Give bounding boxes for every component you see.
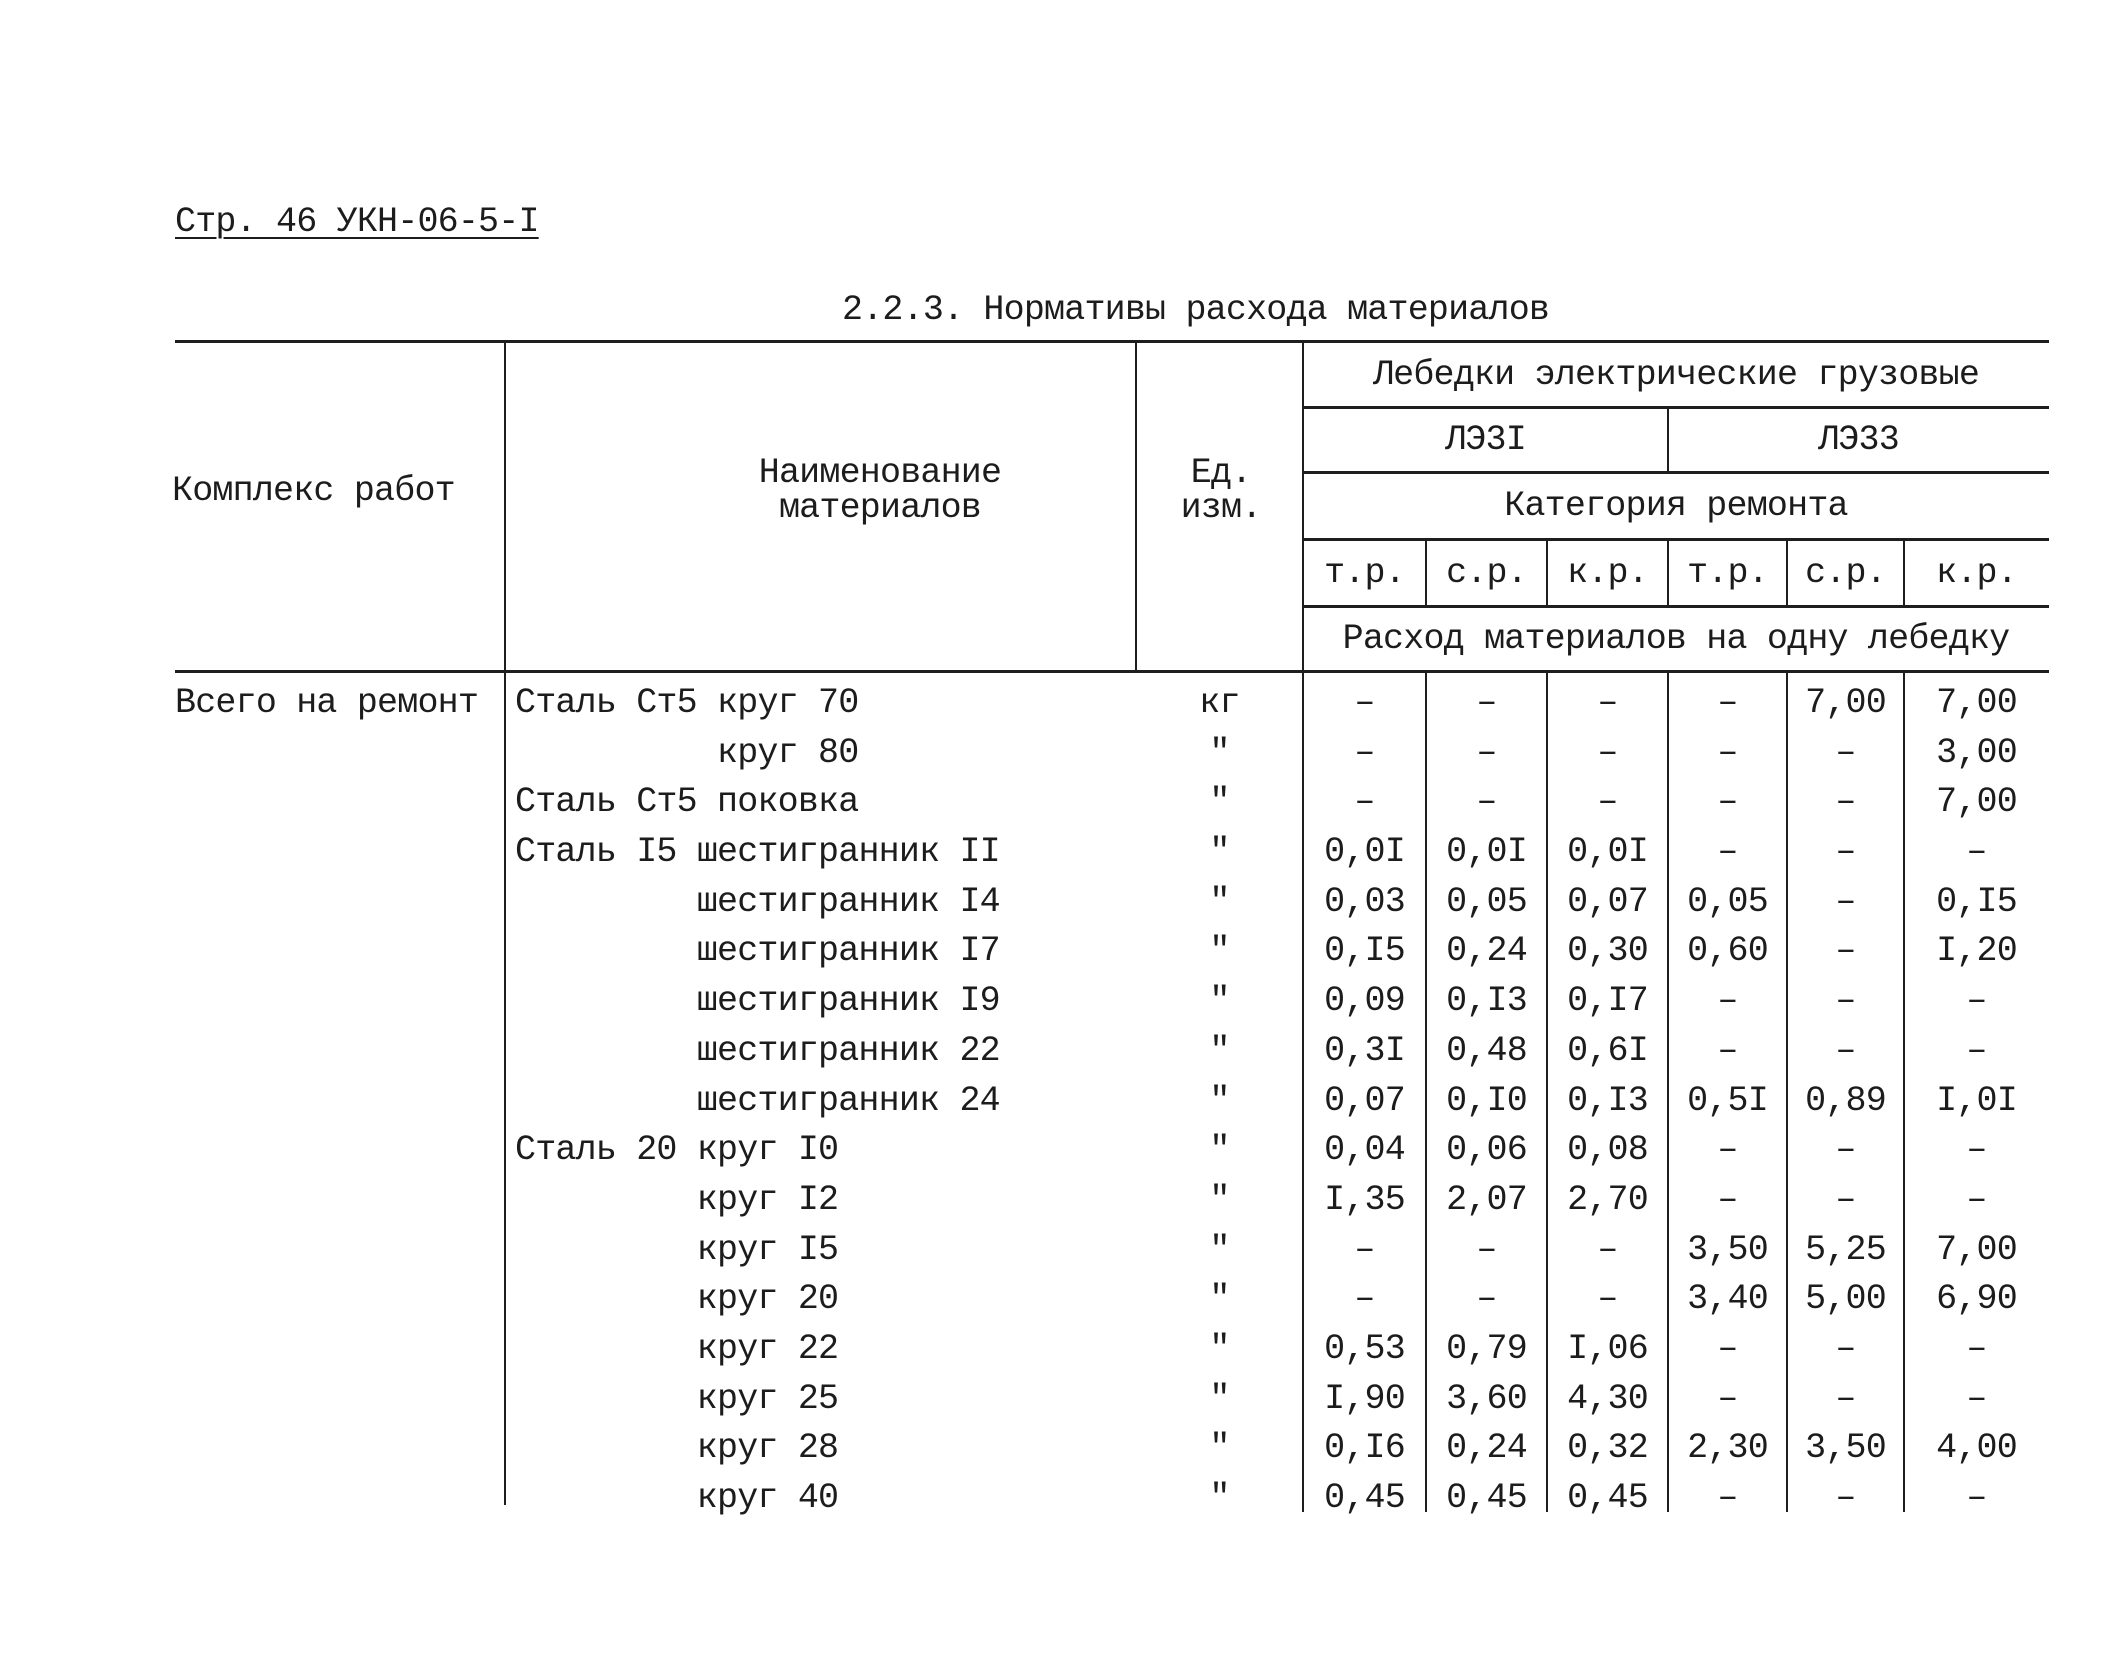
value-le31-kr-cell: 0,07: [1567, 881, 1648, 922]
work-complex-cell: Всего на ремонт: [175, 683, 479, 723]
value-le33-kr-cell: –: [1966, 1030, 1987, 1071]
value-le31-kr-cell: 0,6I: [1567, 1030, 1648, 1071]
value-le31-sr-cell: 0,24: [1446, 1428, 1527, 1469]
unit-cell: ": [1209, 782, 1230, 823]
work-complex-cell: [175, 1375, 505, 1425]
unit-cell: ": [1209, 832, 1230, 873]
value-le31-sr-cell: 0,06: [1446, 1130, 1527, 1171]
table-row: [175, 1027, 2049, 1077]
value-le33-tr-cell: 0,5I: [1687, 1080, 1768, 1121]
value-le33-kr-cell: 6,90: [1936, 1279, 2017, 1320]
value-le33-tr-cell: –: [1717, 1030, 1738, 1071]
value-le33-tr-cell: –: [1717, 981, 1738, 1022]
value-le33-sr-cell: 5,25: [1805, 1229, 1886, 1270]
work-complex-cell: [175, 878, 505, 928]
value-le33-kr-cell: 7,00: [1936, 683, 2017, 723]
unit-cell: ": [1209, 1378, 1230, 1419]
work-complex-cell: [175, 1027, 505, 1077]
value-le31-tr-cell: I,90: [1324, 1378, 1405, 1419]
work-complex-cell: [175, 927, 505, 977]
section-title: 2.2.3. Нормативы расхода материалов: [842, 290, 1550, 330]
value-le31-tr-cell: –: [1354, 683, 1375, 723]
table-row: [175, 1375, 2049, 1425]
work-complex-cell: [175, 778, 505, 828]
value-le31-tr-cell: 0,45: [1324, 1478, 1405, 1518]
value-le31-tr-cell: 0,09: [1324, 981, 1405, 1022]
table-body: [175, 679, 2049, 1524]
unit-cell: ": [1209, 1279, 1230, 1320]
value-le33-sr-cell: –: [1835, 931, 1856, 972]
material-name-cell: круг 20: [696, 1279, 839, 1320]
header-unit-line2: изм.: [1180, 488, 1262, 528]
value-le31-tr-cell: 0,I6: [1324, 1428, 1405, 1469]
material-name-cell: шестигранник 24: [696, 1080, 1000, 1121]
value-le33-tr-cell: –: [1717, 1378, 1738, 1419]
value-le33-kr-cell: I,20: [1936, 931, 2017, 972]
value-le31-kr-cell: 4,30: [1567, 1378, 1648, 1419]
value-le33-tr-cell: –: [1717, 782, 1738, 823]
table-row: [175, 778, 2049, 828]
unit-cell: ": [1209, 1080, 1230, 1121]
material-name-cell: Сталь I5 шестигранник II: [515, 832, 1000, 873]
unit-cell: ": [1209, 881, 1230, 922]
work-complex-cell: [175, 1077, 505, 1127]
table-row: [175, 878, 2049, 928]
work-complex-cell: [175, 1176, 505, 1226]
material-name-cell: круг I2: [696, 1179, 839, 1220]
value-le31-sr-cell: –: [1476, 732, 1497, 773]
value-le33-tr-cell: –: [1717, 1328, 1738, 1369]
value-le31-sr-cell: 2,07: [1446, 1179, 1527, 1220]
value-le33-kr-cell: I,0I: [1936, 1080, 2017, 1121]
table-row: [175, 927, 2049, 977]
column-rule-material-name: [1135, 340, 1137, 673]
material-name-cell: Сталь Ст5 поковка: [515, 782, 859, 823]
value-le31-tr-cell: –: [1354, 1229, 1375, 1270]
page-header: Стр. 46 УКН-06-5-I: [175, 202, 539, 242]
value-le33-tr-cell: 0,05: [1687, 881, 1768, 922]
material-name-cell: круг 40: [696, 1478, 839, 1518]
header-model-le33: ЛЭ33: [1818, 420, 1899, 460]
value-le33-sr-cell: –: [1835, 1328, 1856, 1369]
material-name-cell: Сталь Ст5 круг 70: [515, 683, 859, 723]
value-le31-kr-cell: –: [1597, 782, 1618, 823]
work-complex-cell: [175, 729, 505, 779]
table-row: [175, 828, 2049, 878]
work-complex-cell: [175, 828, 505, 878]
value-le31-sr-cell: 3,60: [1446, 1378, 1527, 1419]
header-consumption-basis: Расход материалов на одну лебедку: [1342, 619, 2010, 659]
material-name-cell: шестигранник I4: [696, 881, 1000, 922]
value-le31-tr-cell: 0,3I: [1324, 1030, 1405, 1071]
value-le33-sr-cell: –: [1835, 881, 1856, 922]
value-le33-tr-cell: –: [1717, 1179, 1738, 1220]
header-category-le33-sr: с.р.: [1805, 553, 1886, 593]
material-name-cell: круг I5: [696, 1229, 839, 1270]
value-le31-kr-cell: –: [1597, 1229, 1618, 1270]
value-le31-kr-cell: 0,I7: [1567, 981, 1648, 1022]
table-row: [175, 1424, 2049, 1474]
value-le31-kr-cell: 0,I3: [1567, 1080, 1648, 1121]
value-le33-kr-cell: –: [1966, 1130, 1987, 1171]
value-le31-tr-cell: –: [1354, 1279, 1375, 1320]
header-category-le33-tr: т.р.: [1687, 553, 1768, 593]
unit-cell: ": [1209, 1030, 1230, 1071]
value-le31-tr-cell: –: [1354, 732, 1375, 773]
table-row: [175, 1275, 2049, 1325]
value-le31-sr-cell: –: [1476, 1229, 1497, 1270]
header-category-le31-tr: т.р.: [1324, 553, 1405, 593]
value-le31-kr-cell: –: [1597, 1279, 1618, 1320]
value-le33-tr-cell: 3,40: [1687, 1279, 1768, 1320]
work-complex-cell: [175, 1275, 505, 1325]
value-le33-tr-cell: –: [1717, 683, 1738, 723]
material-name-cell: круг 25: [696, 1378, 839, 1419]
value-le33-kr-cell: 0,I5: [1936, 881, 2017, 922]
table-row: [175, 977, 2049, 1027]
value-le33-kr-cell: 7,00: [1936, 1229, 2017, 1270]
value-le31-sr-cell: 0,05: [1446, 881, 1527, 922]
value-le31-tr-cell: I,35: [1324, 1179, 1405, 1220]
table-row: [175, 1325, 2049, 1375]
value-le33-kr-cell: 4,00: [1936, 1428, 2017, 1469]
unit-cell: ": [1209, 1130, 1230, 1171]
value-le33-tr-cell: –: [1717, 1130, 1738, 1171]
header-bottom-rule: [175, 670, 2049, 673]
value-le33-kr-cell: –: [1966, 1378, 1987, 1419]
header-work-complex: Комплекс работ: [172, 471, 455, 511]
material-name-cell: Сталь 20 круг I0: [515, 1130, 839, 1171]
unit-cell: ": [1209, 981, 1230, 1022]
table-row: [175, 1077, 2049, 1127]
work-complex-cell: [175, 1126, 505, 1176]
value-le31-kr-cell: –: [1597, 683, 1618, 723]
value-le33-tr-cell: 3,50: [1687, 1229, 1768, 1270]
header-model-le31: ЛЭ3I: [1445, 420, 1526, 460]
value-le31-sr-cell: 0,79: [1446, 1328, 1527, 1369]
material-name-cell: круг 22: [696, 1328, 839, 1369]
value-le33-kr-cell: –: [1966, 1179, 1987, 1220]
table-row: [175, 1226, 2049, 1276]
value-le31-tr-cell: 0,0I: [1324, 832, 1405, 873]
value-le33-tr-cell: –: [1717, 732, 1738, 773]
work-complex-cell: [175, 1226, 505, 1276]
header-unit-line1: Ед.: [1190, 453, 1252, 493]
value-le33-sr-cell: –: [1835, 832, 1856, 873]
unit-cell: ": [1209, 1478, 1230, 1518]
value-le33-sr-cell: –: [1835, 1378, 1856, 1419]
value-le33-sr-cell: 5,00: [1805, 1279, 1886, 1320]
value-le31-sr-cell: 0,I3: [1446, 981, 1527, 1022]
value-le31-kr-cell: I,06: [1567, 1328, 1648, 1369]
header-material-name-line1: Наименование: [758, 453, 1002, 493]
value-le33-kr-cell: 3,00: [1936, 732, 2017, 773]
value-le31-tr-cell: 0,53: [1324, 1328, 1405, 1369]
value-le33-kr-cell: –: [1966, 981, 1987, 1022]
header-category-le31-sr: с.р.: [1446, 553, 1527, 593]
table-row: [175, 679, 2049, 729]
value-le31-sr-cell: 0,45: [1446, 1478, 1527, 1518]
value-le33-tr-cell: 0,60: [1687, 931, 1768, 972]
work-complex-cell: [175, 977, 505, 1027]
work-complex-cell: [175, 1424, 505, 1474]
value-le33-sr-cell: 7,00: [1805, 683, 1886, 723]
value-le31-kr-cell: 2,70: [1567, 1179, 1648, 1220]
header-repair-category: Категория ремонта: [1504, 486, 1848, 526]
value-le31-tr-cell: 0,I5: [1324, 931, 1405, 972]
value-le31-sr-cell: –: [1476, 1279, 1497, 1320]
header-unit: [1141, 453, 1301, 528]
value-le33-sr-cell: –: [1835, 981, 1856, 1022]
material-name-cell: круг 80: [717, 732, 859, 773]
value-le33-tr-cell: –: [1717, 832, 1738, 873]
value-le31-kr-cell: 0,0I: [1567, 832, 1648, 873]
value-le31-kr-cell: –: [1597, 732, 1618, 773]
unit-cell: ": [1209, 1179, 1230, 1220]
work-complex-cell: [175, 1474, 505, 1524]
value-le31-tr-cell: 0,07: [1324, 1080, 1405, 1121]
value-le33-sr-cell: –: [1835, 732, 1856, 773]
value-le33-kr-cell: –: [1966, 1478, 1987, 1518]
value-le31-kr-cell: 0,45: [1567, 1478, 1648, 1518]
value-le31-sr-cell: 0,I0: [1446, 1080, 1527, 1121]
material-name-cell: круг 28: [696, 1428, 839, 1469]
value-le33-kr-cell: –: [1966, 1328, 1987, 1369]
table-row: [175, 1474, 2049, 1524]
value-le31-kr-cell: 0,08: [1567, 1130, 1648, 1171]
material-name-cell: шестигранник 22: [696, 1030, 1000, 1071]
value-le33-sr-cell: 3,50: [1805, 1428, 1886, 1469]
unit-cell: ": [1209, 1328, 1230, 1369]
header-category-le31-kr: к.р.: [1567, 553, 1648, 593]
work-complex-cell: [175, 1325, 505, 1375]
value-le31-kr-cell: 0,30: [1567, 931, 1648, 972]
header-material-name-line2: материалов: [778, 488, 982, 528]
value-le31-kr-cell: 0,32: [1567, 1428, 1648, 1469]
value-le33-sr-cell: 0,89: [1805, 1080, 1886, 1121]
value-le31-sr-cell: 0,24: [1446, 931, 1527, 972]
value-le33-sr-cell: –: [1835, 1478, 1856, 1518]
table-row: [175, 1126, 2049, 1176]
value-le31-sr-cell: –: [1476, 683, 1497, 723]
unit-cell: ": [1209, 1229, 1230, 1270]
header-material-name: [680, 453, 1080, 528]
value-le31-sr-cell: 0,48: [1446, 1030, 1527, 1071]
material-name-cell: шестигранник I9: [696, 981, 1000, 1022]
value-le33-kr-cell: –: [1966, 832, 1987, 873]
value-le33-sr-cell: –: [1835, 782, 1856, 823]
value-le33-tr-cell: 2,30: [1687, 1428, 1768, 1469]
header-equipment-group: Лебедки электрические грузовые: [1372, 354, 1980, 395]
table-row: [175, 729, 2049, 779]
unit-cell: ": [1209, 1428, 1230, 1469]
value-le33-sr-cell: –: [1835, 1130, 1856, 1171]
value-le33-tr-cell: –: [1717, 1478, 1738, 1518]
unit-cell: ": [1209, 931, 1230, 972]
material-name-cell: шестигранник I7: [696, 931, 1000, 972]
unit-cell: кг: [1199, 683, 1240, 723]
unit-cell: ": [1209, 732, 1230, 773]
table-row: [175, 1176, 2049, 1226]
header-category-le33-kr: к.р.: [1936, 553, 2017, 593]
value-le33-sr-cell: –: [1835, 1179, 1856, 1220]
value-le31-tr-cell: 0,03: [1324, 881, 1405, 922]
value-le31-sr-cell: 0,0I: [1446, 832, 1527, 873]
value-le31-sr-cell: –: [1476, 782, 1497, 823]
value-le33-sr-cell: –: [1835, 1030, 1856, 1071]
value-le31-tr-cell: –: [1354, 782, 1375, 823]
value-le33-kr-cell: 7,00: [1936, 782, 2017, 823]
value-le31-tr-cell: 0,04: [1324, 1130, 1405, 1171]
